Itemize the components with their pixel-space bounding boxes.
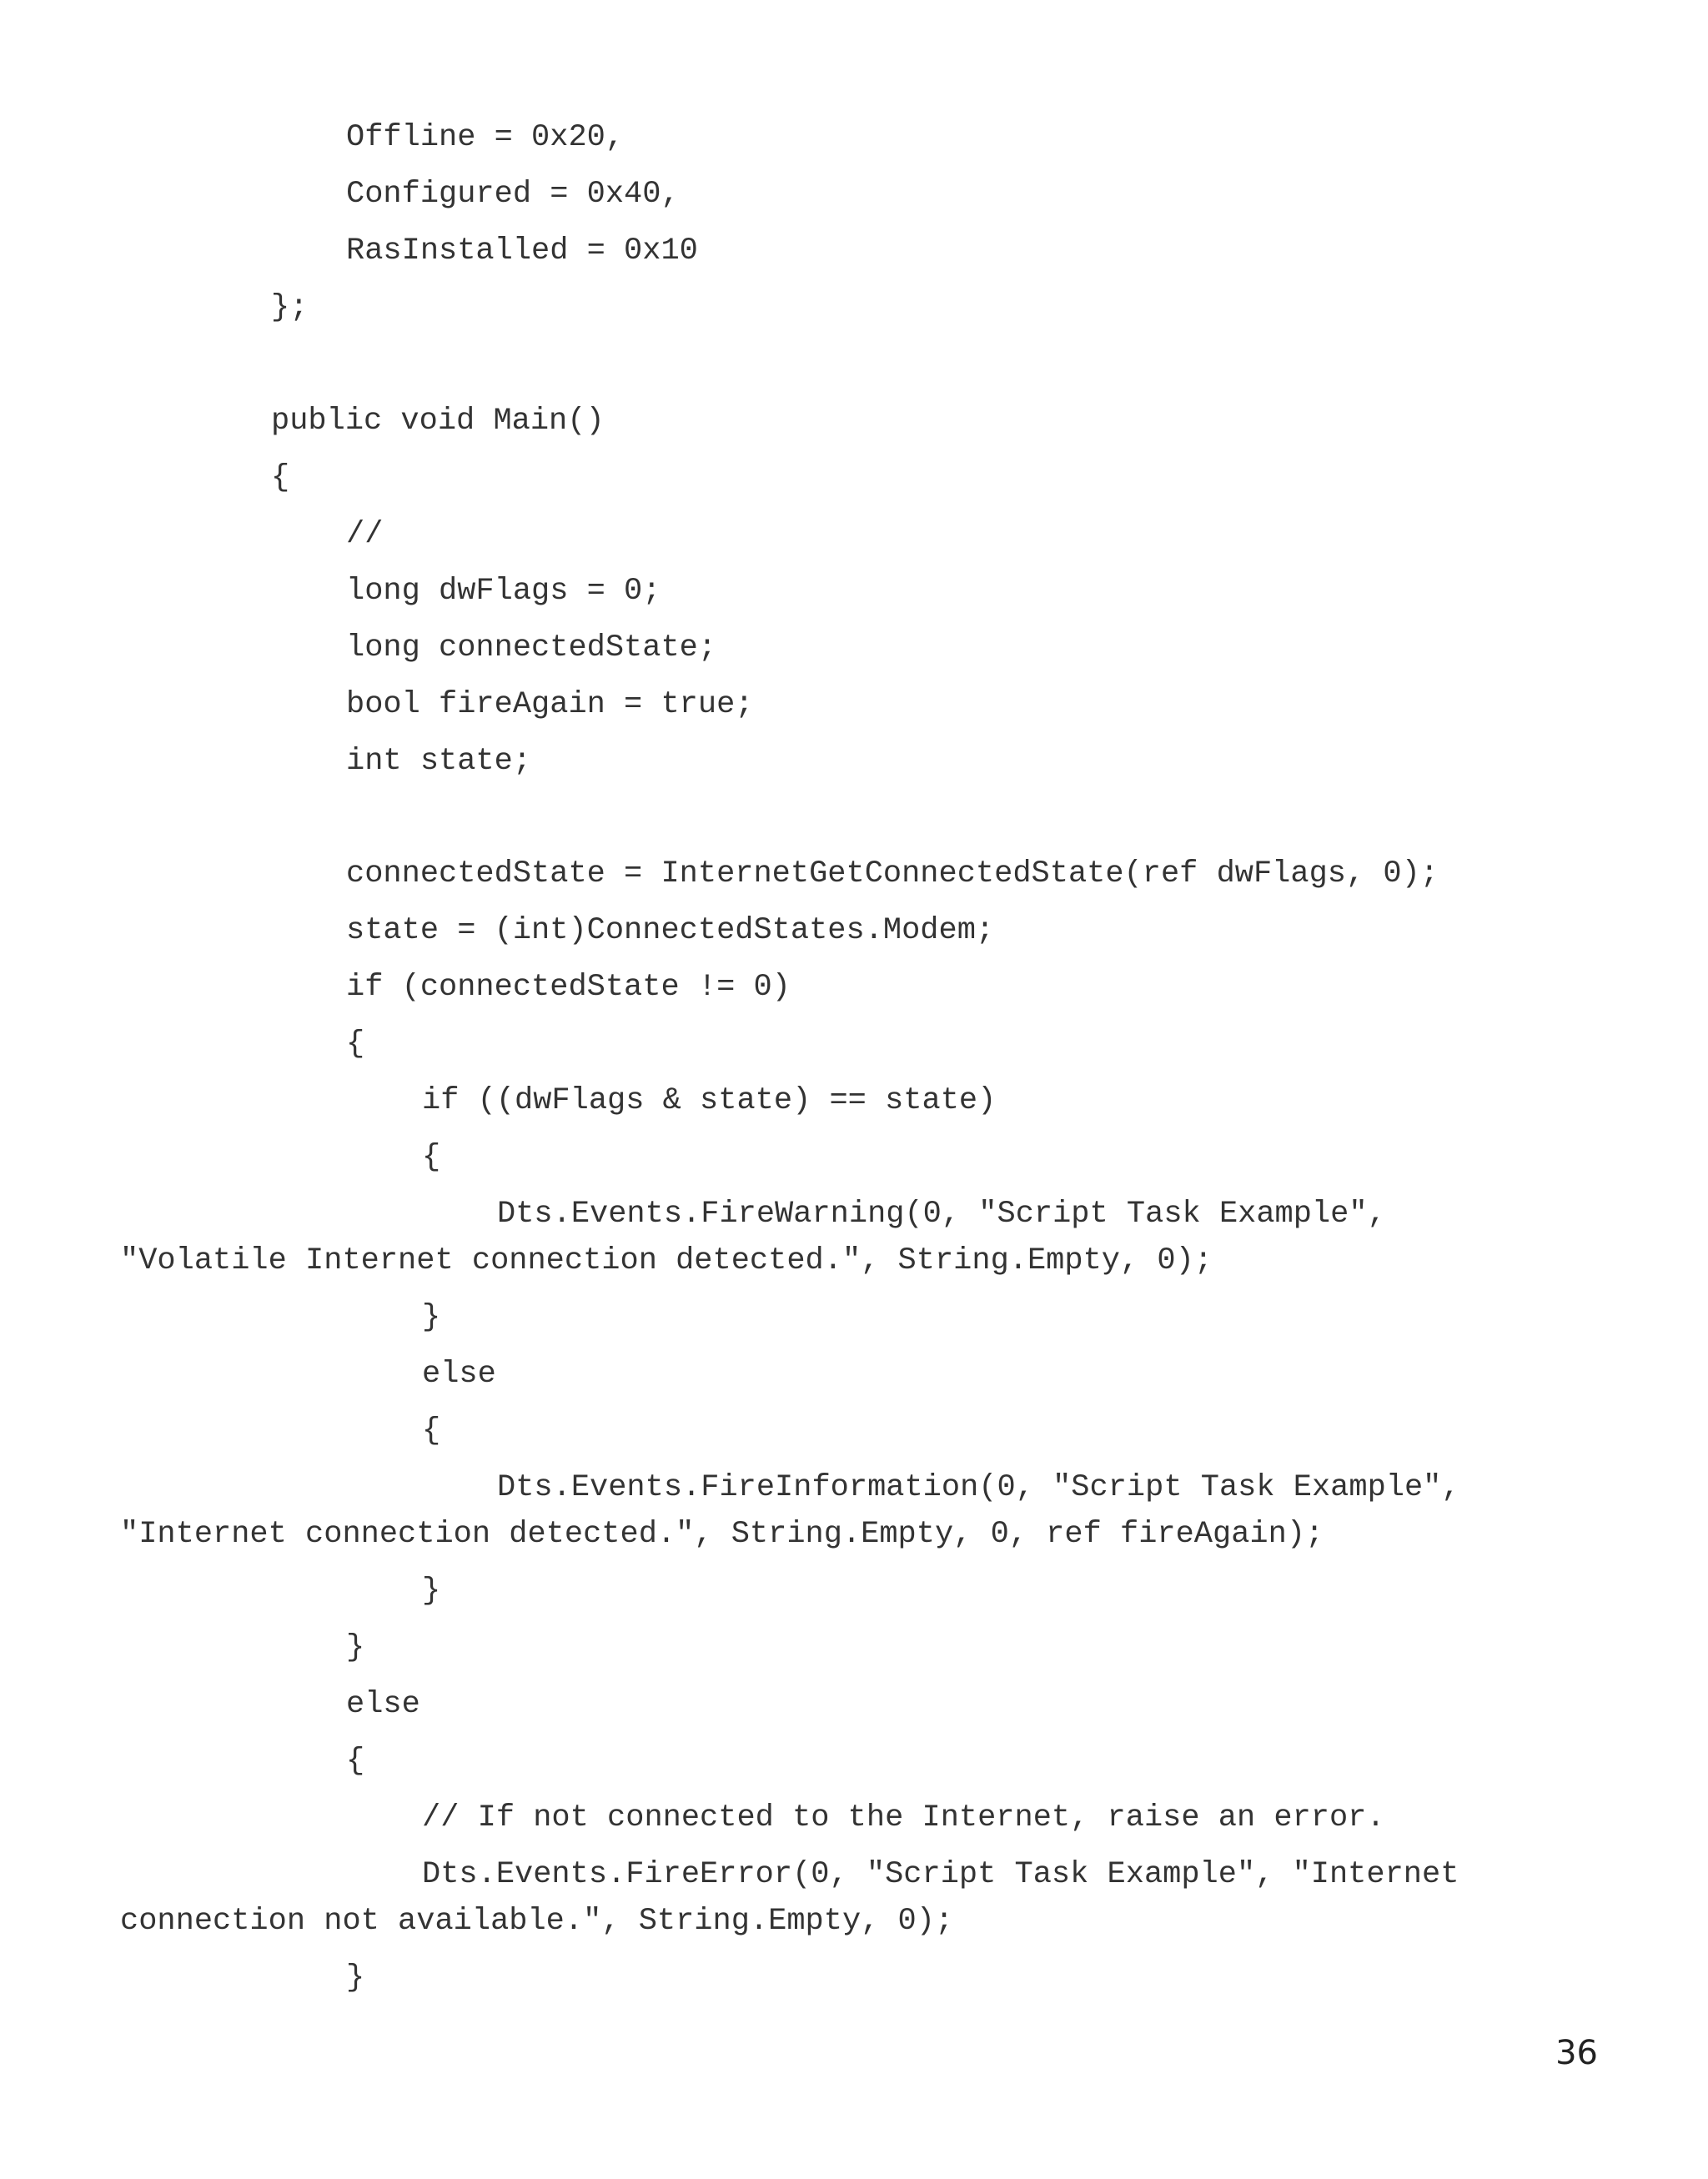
code-line: Offline = 0x20, [346,120,625,155]
code-line: Dts.Events.FireWarning(0, "Script Task Example", [497,1197,1386,1232]
code-line-continuation: "Volatile Internet connection detected.", String.Empty, 0); [120,1243,1213,1278]
code-line: { [271,460,290,495]
code-line: else [422,1357,496,1392]
code-line: connectedState = InternetGetConnectedState(ref dwFlags, 0); [346,856,1439,891]
code-line: bool fireAgain = true; [346,687,754,722]
code-comment-line: // If not connected to the Internet, raise an error. [422,1800,1385,1835]
code-line: { [422,1413,441,1448]
code-line: Configured = 0x40, [346,177,680,212]
code-line-continuation: "Internet connection detected.", String.Empty, 0, ref fireAgain); [120,1517,1324,1552]
code-line: } [422,1300,441,1335]
code-line: long dwFlags = 0; [346,574,661,609]
code-line: public void Main() [271,404,605,439]
code-comment-line: // [346,517,384,552]
code-line: if (connectedState != 0) [346,970,791,1005]
code-line: Dts.Events.FireError(0, "Script Task Example", "Internet [422,1857,1459,1892]
code-line: { [422,1140,441,1175]
code-line: state = (int)ConnectedStates.Modem; [346,913,995,948]
code-line: Dts.Events.FireInformation(0, "Script Task Example", [497,1470,1460,1505]
code-line: { [346,1027,365,1062]
code-line: } [422,1574,441,1609]
code-line-continuation: connection not available.", String.Empty, 0); [120,1904,954,1939]
code-line: RasInstalled = 0x10 [346,233,698,269]
code-line: }; [271,290,309,325]
code-line: } [346,1630,365,1665]
code-line: else [346,1687,420,1722]
code-line: long connectedState; [346,630,717,665]
page-number: 36 [1555,2034,1598,2072]
code-line: { [346,1744,365,1779]
code-line: if ((dwFlags & state) == state) [422,1083,997,1118]
code-line: int state; [346,744,532,779]
code-line: } [346,1961,365,1996]
